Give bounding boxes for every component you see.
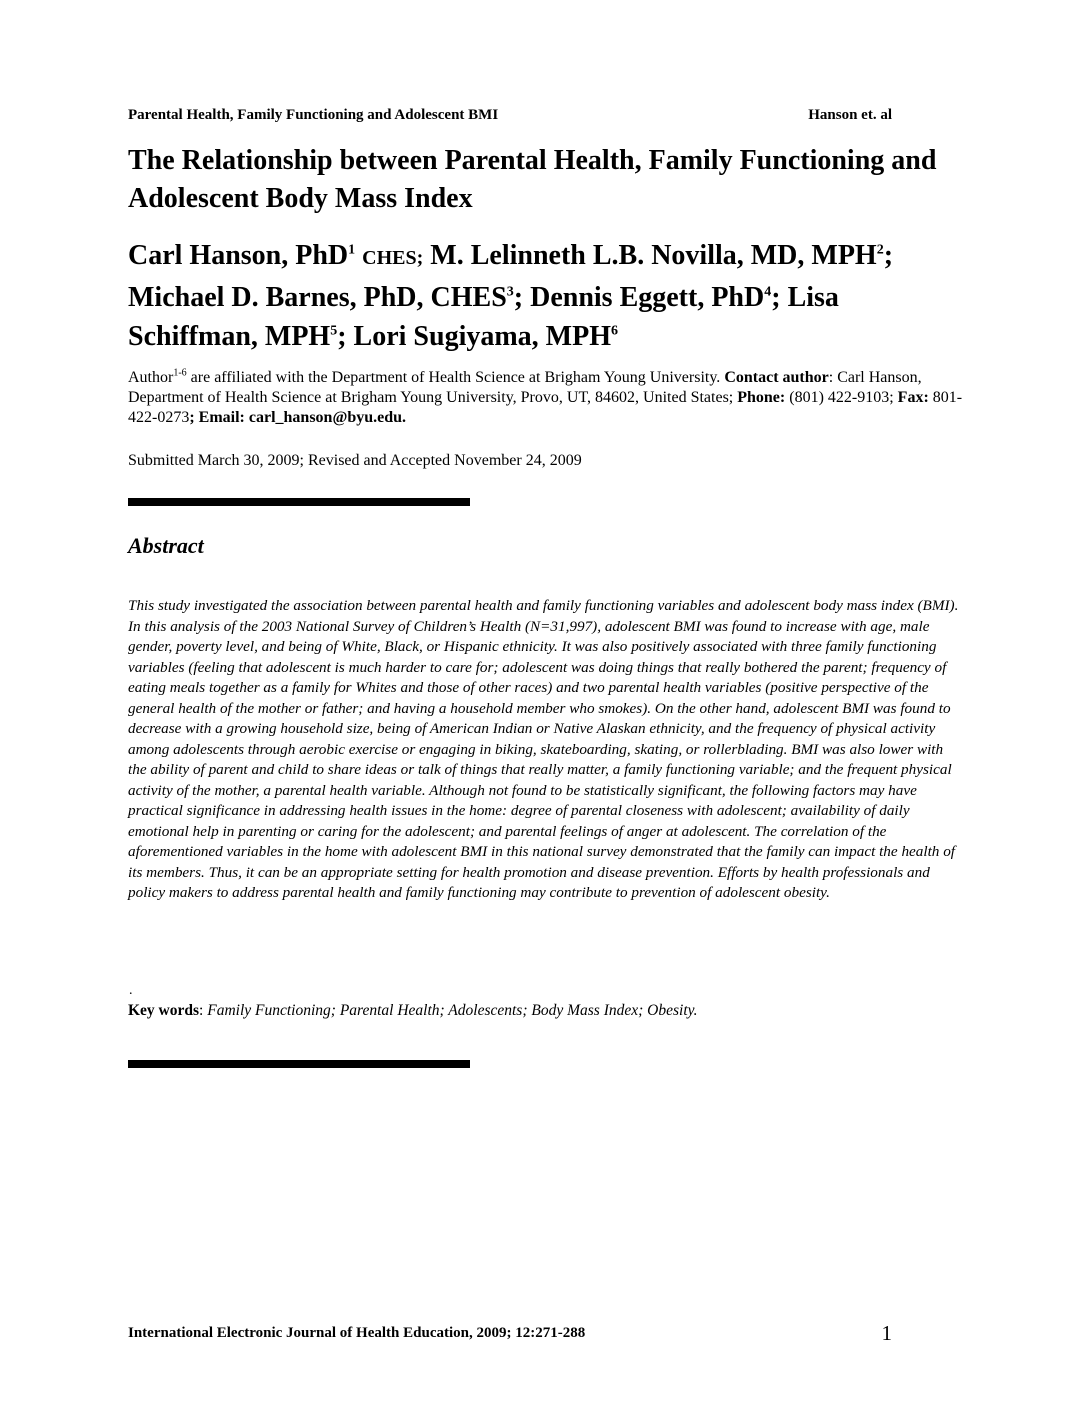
author-suffix: ;	[771, 282, 781, 313]
affiliation-text: are affiliated with the Department of Health Science at Brigham Young University.	[186, 369, 725, 386]
author-affiliation-mark: 3	[506, 284, 514, 300]
phone-value: (801) 422-9103;	[785, 389, 898, 406]
abstract-heading: Abstract	[128, 533, 204, 558]
author-suffix: ;	[337, 321, 347, 352]
contact-text: : Carl Hanson, Department of Health Science at Brigham Young University, Provo, UT, 84602, United States;	[128, 369, 922, 406]
page-number: 1	[881, 1321, 892, 1345]
phone-label: Phone:	[737, 389, 786, 406]
email-separator: ;	[189, 409, 199, 426]
running-head-authors: Hanson et. al	[808, 107, 892, 123]
author-name: Carl Hanson, PhD	[128, 240, 349, 271]
author-suffix: CHES;	[362, 247, 424, 269]
keywords-label: Key words	[128, 1002, 200, 1019]
email-value: carl_hanson@byu.edu.	[244, 409, 407, 426]
contact-label: Contact author	[724, 369, 829, 386]
author-name: Lori Sugiyama, MPH	[353, 321, 611, 352]
journal-citation: International Electronic Journal of Health Education, 2009; 12:271-288	[128, 1325, 586, 1341]
author-name: Dennis Eggett, PhD	[530, 282, 765, 313]
email-label: Email:	[198, 409, 245, 426]
paper-title: The Relationship between Parental Health, Family Functioning and Adolescent Body Mass Index	[128, 145, 937, 214]
page-footer	[128, 1321, 892, 1347]
abstract-body: This study investigated the association between parental health and family functioning variables and adolescent body mass index (BMI). In this analysis of the 2003 National Survey of Children’s Health (N=31,997), adolescent BMI was found to increase with age, male gender, poverty level, and being of White, Black, or Hispanic ethnicity. It was also positively associated with three family functioning variables (feeling that adolescent is much harder to care for; adolescent was doing things that really bothered the parent; frequency of eating meals together as a family for Whites and those of other races) and two parental health variables (positive perspective of the general health of the mother or father; and having a household member who smokes). On the other hand, adolescent BMI was found to decrease with a growing household size, being of American Indian or Native Alaskan ethnicity, and the frequency of physical activity among adolescents through aerobic exercise or engaging in biking, skateboarding, skating, or rollerblading. BMI was also lower with the ability of parent and child to share ideas or talk of things that really matter, a family functioning variable; and the frequent physical activity of the mother, a parental health variable. Although not found to be statistically significant, the following factors may have practical significance in addressing health issues in the home: degree of parental closeness with adolescent; availability of daily emotional help in parenting or caring for the adolescent; and parental feelings of anger at adolescent. The correlation of the aforementioned variables in the home with adolescent BMI in this national survey demonstrated that the family can impact the health of its members. Thus, it can be an appropriate setting for health promotion and disease prevention. Efforts by health professionals and policy makers to address parental health and family functioning may contribute to prevention of adolescent obesity.	[128, 597, 959, 901]
author-name: Michael D. Barnes, PhD, CHES	[128, 282, 507, 313]
keywords-separator: :	[199, 1002, 208, 1019]
fax-label: Fax:	[897, 389, 929, 406]
author-range-mark: 1-6	[173, 367, 187, 379]
fax-value: 801-422-0273	[128, 389, 963, 426]
author-name: M. Lelinneth L.B. Novilla, MD, MPH	[430, 240, 877, 271]
keywords-line	[128, 1001, 960, 1021]
author-suffix: ;	[513, 282, 524, 313]
author-affiliation-mark: 6	[611, 323, 618, 339]
author-affiliation-mark: 4	[764, 284, 772, 300]
section-divider-top	[128, 498, 470, 506]
author-label: Author	[128, 369, 174, 386]
running-head-title: Parental Health, Family Functioning and Adolescent BMI	[128, 107, 499, 123]
author-affiliation-mark: 5	[330, 323, 338, 339]
keywords-list: Family Functioning; Parental Health; Adolescents; Body Mass Index; Obesity.	[207, 1002, 698, 1019]
author-affiliation-mark: 1	[348, 242, 356, 258]
stray-period: .	[129, 983, 133, 998]
affiliation-paragraph	[128, 368, 964, 428]
author-list	[128, 236, 968, 356]
submission-dates: Submitted March 30, 2009; Revised and Accepted November 24, 2009	[128, 452, 582, 469]
author-name: Lisa Schiffman, MPH	[128, 282, 839, 352]
section-divider-bottom	[128, 1060, 470, 1068]
running-head	[128, 107, 892, 127]
author-suffix: ;	[883, 240, 894, 271]
author-affiliation-mark: 2	[876, 242, 884, 258]
